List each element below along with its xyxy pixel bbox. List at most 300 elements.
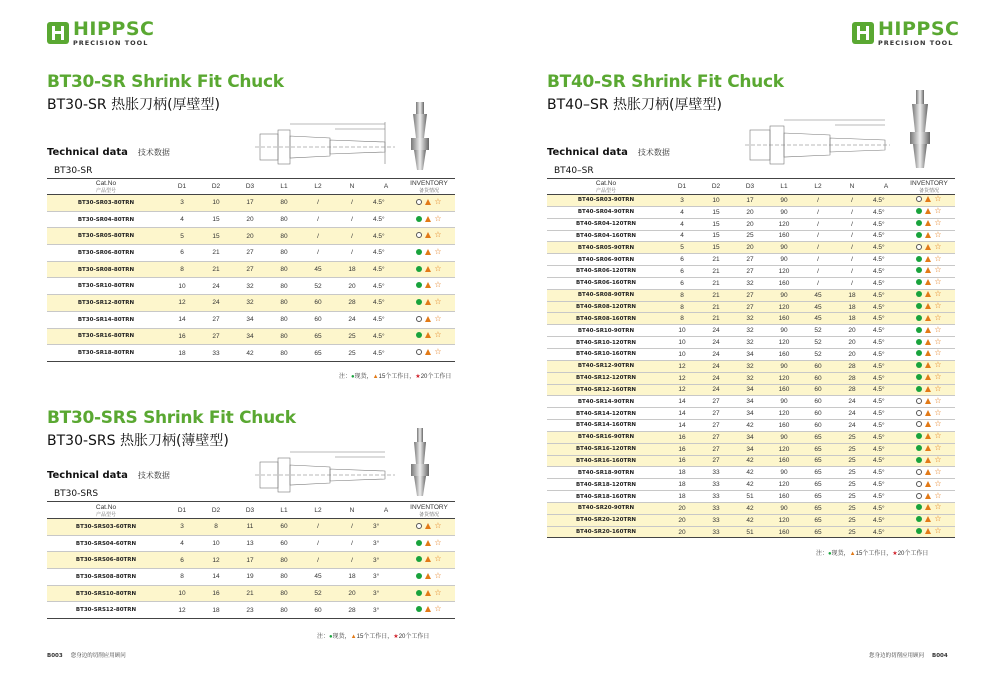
star-icon: ☆ [434,330,442,340]
cell-l1: 80 [267,211,301,228]
cell-d3: 51 [733,491,767,503]
col-header-n: N [335,504,369,519]
cell-cat-no: BT40-SR12-120TRN [547,372,665,384]
cell-d2: 10 [199,535,233,552]
cell-a: 4.5° [869,266,903,278]
triangle-icon [925,220,931,226]
cell-a: 4.5° [369,261,403,278]
cell-cat-no: BT40-SR04-120TRN [547,218,665,230]
cell-d1: 20 [665,526,699,538]
stock-filled-circle-icon [916,220,922,226]
cell-d2: 27 [199,328,233,345]
cell-a: 3° [369,552,403,569]
page-number: B004 [932,653,948,659]
cell-d1: 16 [665,443,699,455]
triangle-icon [925,410,931,416]
cell-inventory [403,195,455,212]
cell-l1: 80 [267,278,301,295]
cell-l1: 80 [267,602,301,619]
bt30sr-title-block [47,72,455,114]
triangle-icon [425,282,431,288]
cell-d2: 24 [699,337,733,349]
col-header-d3: D3 [733,180,767,195]
cell-l2: 60 [801,408,835,420]
table-row [547,230,955,242]
cell-n: 20 [835,337,869,349]
cell-d2: 33 [699,491,733,503]
star-icon: ☆ [934,241,942,251]
right-page [500,0,1000,679]
stock-filled-circle-icon [416,332,422,338]
cell-l2: 65 [801,514,835,526]
cell-cat-no: BT40-SR20-90TRN [547,502,665,514]
cell-l2: 60 [801,384,835,396]
cell-cat-no: BT40-SR05-90TRN [547,242,665,254]
cell-cat-no: BT40-SR16-90TRN [547,431,665,443]
cell-inventory [903,325,955,337]
cell-d3: 32 [233,278,267,295]
cell-l2: / [801,195,835,207]
triangle-icon [425,590,431,596]
star-icon: ☆ [434,520,442,530]
stock-filled-circle-icon [416,556,422,562]
stock-filled-circle-icon [916,232,922,238]
cell-d2: 21 [699,277,733,289]
cell-cat-no: BT30-SR18-80TRN [47,345,165,362]
cell-a: 4.5° [869,195,903,207]
table-row [547,242,955,254]
triangle-icon [925,421,931,427]
cell-inventory [903,277,955,289]
triangle-icon [425,540,431,546]
stock-filled-circle-icon [916,303,922,309]
table-row [547,455,955,467]
table-row [47,278,455,295]
cell-d1: 12 [165,602,199,619]
cell-l2: 60 [801,396,835,408]
model-tab-label: BT40–SR [554,166,594,176]
table-row [47,211,455,228]
cell-d1: 16 [665,431,699,443]
cell-a: 4.5° [869,526,903,538]
cell-cat-no: BT40-SR18-90TRN [547,467,665,479]
cell-cat-no: BT40-SR20-160TRN [547,526,665,538]
star-icon: ☆ [434,196,442,206]
cell-d2: 24 [699,372,733,384]
section-title-en: BT30-SRS Shrink Fit Chuck [47,408,296,428]
table-row [547,396,955,408]
stock-filled-circle-icon [416,266,422,272]
cell-cat-no: BT40-SR04-160TRN [547,230,665,242]
triangle-icon [925,315,931,321]
cell-d1: 3 [165,195,199,212]
triangle-icon [925,232,931,238]
cell-d1: 6 [665,277,699,289]
table-row [547,360,955,372]
cell-a: 4.5° [869,325,903,337]
star-icon: ☆ [934,289,942,299]
cell-a: 4.5° [369,295,403,312]
bt40sr-model-tab [547,164,955,178]
cell-l1: 80 [267,552,301,569]
table-row [547,502,955,514]
cell-n: 18 [835,313,869,325]
star-icon: ☆ [934,443,942,453]
cell-d1: 5 [165,228,199,245]
cell-d1: 12 [665,360,699,372]
stock-filled-circle-icon [916,350,922,356]
star-icon: ☆ [934,360,942,370]
cell-inventory [903,230,955,242]
table-row [47,535,455,552]
cell-a: 4.5° [869,301,903,313]
cell-a: 4.5° [369,195,403,212]
cell-n: 20 [835,348,869,360]
cell-d2: 33 [699,467,733,479]
cell-d3: 34 [733,396,767,408]
triangle-icon [425,523,431,529]
cell-a: 4.5° [369,211,403,228]
brand-sub: PRECISION TOOL [878,39,954,47]
cell-d2: 16 [199,585,233,602]
triangle-icon [425,332,431,338]
cell-n: / [335,245,369,262]
cell-inventory [403,602,455,619]
cell-l1: 160 [767,384,801,396]
cell-cat-no: BT40-SR06-120TRN [547,266,665,278]
cell-d2: 21 [699,313,733,325]
star-icon: ☆ [934,218,942,228]
cell-l2: / [801,206,835,218]
cell-inventory [403,211,455,228]
cell-d2: 21 [699,289,733,301]
stock-filled-circle-icon [916,457,922,463]
cell-n: 28 [335,295,369,312]
cell-cat-no: BT30-SRS12-80TRN [47,602,165,619]
cell-cat-no: BT30-SRS10-80TRN [47,585,165,602]
stock-hollow-circle-icon [416,232,422,238]
cell-d3: 34 [733,348,767,360]
cell-cat-no: BT30-SR08-80TRN [47,261,165,278]
cell-a: 4.5° [869,206,903,218]
cell-l2: 52 [801,337,835,349]
cell-d1: 12 [165,295,199,312]
cell-d2: 24 [699,384,733,396]
cell-l2: 65 [301,345,335,362]
cell-a: 4.5° [869,502,903,514]
star-icon: ☆ [934,502,942,512]
cell-d1: 8 [165,569,199,586]
cell-l1: 120 [767,218,801,230]
table-row [547,325,955,337]
cell-l1: 90 [767,396,801,408]
cell-d1: 10 [665,337,699,349]
cell-n: 25 [335,345,369,362]
star-icon: ☆ [934,419,942,429]
cell-l2: 65 [801,479,835,491]
cell-n: 25 [835,491,869,503]
cell-l1: 120 [767,408,801,420]
table-row [547,514,955,526]
cell-n: 25 [835,467,869,479]
triangle-icon [425,573,431,579]
footer-left [47,651,126,659]
triangle-icon [425,216,431,222]
cell-a: 3° [369,585,403,602]
cell-d3: 42 [233,345,267,362]
stock-filled-circle-icon [416,590,422,596]
cell-l2: / [801,242,835,254]
cell-l1: 160 [767,348,801,360]
cell-d3: 17 [233,195,267,212]
cell-cat-no: BT30-SRS06-80TRN [47,552,165,569]
cell-l1: 90 [767,360,801,372]
cell-inventory [903,348,955,360]
cell-d1: 18 [665,479,699,491]
cell-cat-no: BT30-SR14-80TRN [47,311,165,328]
cell-n: / [335,195,369,212]
cell-l1: 90 [767,254,801,266]
stock-filled-circle-icon [916,374,922,380]
triangle-icon [925,291,931,297]
table-row [547,289,955,301]
cell-d2: 24 [199,278,233,295]
cell-inventory [403,261,455,278]
cell-cat-no: BT40-SR10-120TRN [547,337,665,349]
bt30srs-tech-header [47,470,170,481]
star-icon: ☆ [434,296,442,306]
table-row [547,431,955,443]
cell-a: 4.5° [869,467,903,479]
cell-d1: 4 [665,218,699,230]
stock-filled-circle-icon [916,433,922,439]
cell-l2: 45 [801,289,835,301]
cell-cat-no: BT40-SR10-160TRN [547,348,665,360]
cell-n: 28 [835,384,869,396]
cell-a: 4.5° [869,431,903,443]
triangle-icon [925,469,931,475]
cell-l1: 160 [767,526,801,538]
table-row [547,420,955,432]
cell-l2: 45 [301,569,335,586]
stock-hollow-circle-icon [916,398,922,404]
cell-l1: 160 [767,420,801,432]
cell-l2: 65 [301,328,335,345]
cell-d2: 15 [699,230,733,242]
cell-cat-no: BT30-SR04-80TRN [47,211,165,228]
triangle-icon [925,327,931,333]
col-header-inventory: INVENTORY 备货情况 [403,504,455,519]
cell-d1: 10 [665,325,699,337]
cell-d3: 20 [733,218,767,230]
cell-d3: 42 [733,514,767,526]
col-header-cat: Cat.No 产品型号 [547,180,665,195]
col-header-d2: D2 [199,180,233,195]
cell-d3: 27 [733,266,767,278]
cell-l2: / [301,552,335,569]
cell-d2: 33 [699,514,733,526]
cell-d1: 16 [165,328,199,345]
triangle-icon [925,457,931,463]
triangle-icon [925,303,931,309]
col-header-d3: D3 [233,180,267,195]
cell-inventory [903,491,955,503]
cell-l2: 45 [801,313,835,325]
cell-inventory [403,228,455,245]
cell-d1: 18 [665,467,699,479]
cell-n: 28 [835,360,869,372]
star-icon: ☆ [934,372,942,382]
cell-l2: 60 [301,311,335,328]
star-icon: ☆ [434,537,442,547]
cell-inventory [903,289,955,301]
cell-d3: 42 [733,455,767,467]
cell-n: / [335,535,369,552]
cell-d2: 10 [199,195,233,212]
cell-cat-no: BT40-SR08-90TRN [547,289,665,301]
cell-d1: 6 [665,254,699,266]
star-icon: ☆ [934,431,942,441]
cell-cat-no: BT30-SR10-80TRN [47,278,165,295]
table-row [547,337,955,349]
cell-l1: 160 [767,313,801,325]
cell-d1: 14 [165,311,199,328]
cell-a: 4.5° [869,348,903,360]
stock-filled-circle-icon [916,256,922,262]
bt30sr-spec-table [47,180,455,362]
table-row [47,345,455,362]
cell-d1: 20 [665,502,699,514]
cell-n: / [835,218,869,230]
cell-l2: / [301,228,335,245]
cell-inventory [403,585,455,602]
cell-l1: 160 [767,230,801,242]
cell-d2: 21 [199,261,233,278]
cell-n: / [835,195,869,207]
cell-cat-no: BT40-SR20-120TRN [547,514,665,526]
table-row [547,266,955,278]
cell-inventory [403,519,455,536]
stock-hollow-circle-icon [916,244,922,250]
cell-l1: 90 [767,467,801,479]
cell-l1: 120 [767,372,801,384]
cell-l2: 60 [801,360,835,372]
star-icon: ☆ [434,347,442,357]
brand-sub: PRECISION TOOL [73,39,149,47]
cell-l2: 60 [801,372,835,384]
cell-d1: 14 [665,408,699,420]
cell-cat-no: BT40-SR12-90TRN [547,360,665,372]
triangle-icon [925,279,931,285]
cell-d3: 27 [733,301,767,313]
cell-d2: 24 [199,295,233,312]
cell-l1: 90 [767,289,801,301]
cell-cat-no: BT40-SR06-160TRN [547,277,665,289]
triangle-icon [925,493,931,499]
cell-d3: 27 [233,261,267,278]
cell-n: 18 [835,289,869,301]
triangle-icon [425,232,431,238]
cell-n: 28 [835,372,869,384]
cell-l2: 52 [801,325,835,337]
triangle-icon [925,208,931,214]
triangle-icon [925,267,931,273]
triangle-icon [925,374,931,380]
cell-inventory [903,254,955,266]
cell-inventory [903,443,955,455]
cell-l1: 90 [767,502,801,514]
table-row [47,519,455,536]
star-icon: ☆ [434,554,442,564]
cell-d1: 6 [165,552,199,569]
cell-l1: 120 [767,301,801,313]
cell-d3: 32 [733,325,767,337]
cell-a: 4.5° [869,384,903,396]
cell-d3: 34 [733,384,767,396]
col-header-d1: D1 [165,504,199,519]
table-row [547,254,955,266]
triangle-icon [925,244,931,250]
cell-a: 4.5° [869,372,903,384]
cell-d3: 32 [733,313,767,325]
bt30srs-model-tab [47,487,455,501]
cell-l1: 90 [767,325,801,337]
table-row [47,261,455,278]
cell-d3: 34 [733,431,767,443]
cell-cat-no: BT40-SR14-160TRN [547,420,665,432]
cell-inventory [903,206,955,218]
cell-l1: 90 [767,195,801,207]
cell-d3: 25 [733,230,767,242]
bt30sr-tech-header [47,147,170,158]
cell-l1: 120 [767,514,801,526]
cell-d2: 21 [699,266,733,278]
cell-l1: 120 [767,266,801,278]
cell-d1: 10 [165,278,199,295]
cell-inventory [903,526,955,538]
cell-l2: 45 [301,261,335,278]
cell-l1: 80 [267,569,301,586]
cell-d1: 8 [665,313,699,325]
stock-filled-circle-icon [916,445,922,451]
cell-n: 25 [835,526,869,538]
cell-d1: 8 [665,301,699,313]
cell-l2: / [801,230,835,242]
cell-l2: / [301,535,335,552]
triangle-icon [425,249,431,255]
footer-text: 您身边的切削应用顾问 [70,653,126,659]
col-header-l1: L1 [267,180,301,195]
bt40sr-tech-header [547,147,670,158]
cell-inventory [403,552,455,569]
cell-a: 3° [369,569,403,586]
stock-filled-circle-icon [916,504,922,510]
cell-l1: 120 [767,443,801,455]
star-icon: ☆ [934,490,942,500]
model-tab-label: BT30-SR [54,166,93,176]
cell-d2: 27 [699,455,733,467]
cell-inventory [903,301,955,313]
cell-d3: 42 [733,502,767,514]
cell-d3: 20 [733,206,767,218]
cell-d2: 33 [199,345,233,362]
cell-d1: 6 [665,266,699,278]
bt30sr-model-tab [47,164,455,178]
cell-d2: 27 [699,408,733,420]
cell-a: 4.5° [869,408,903,420]
cell-d2: 10 [699,195,733,207]
cell-a: 4.5° [869,289,903,301]
